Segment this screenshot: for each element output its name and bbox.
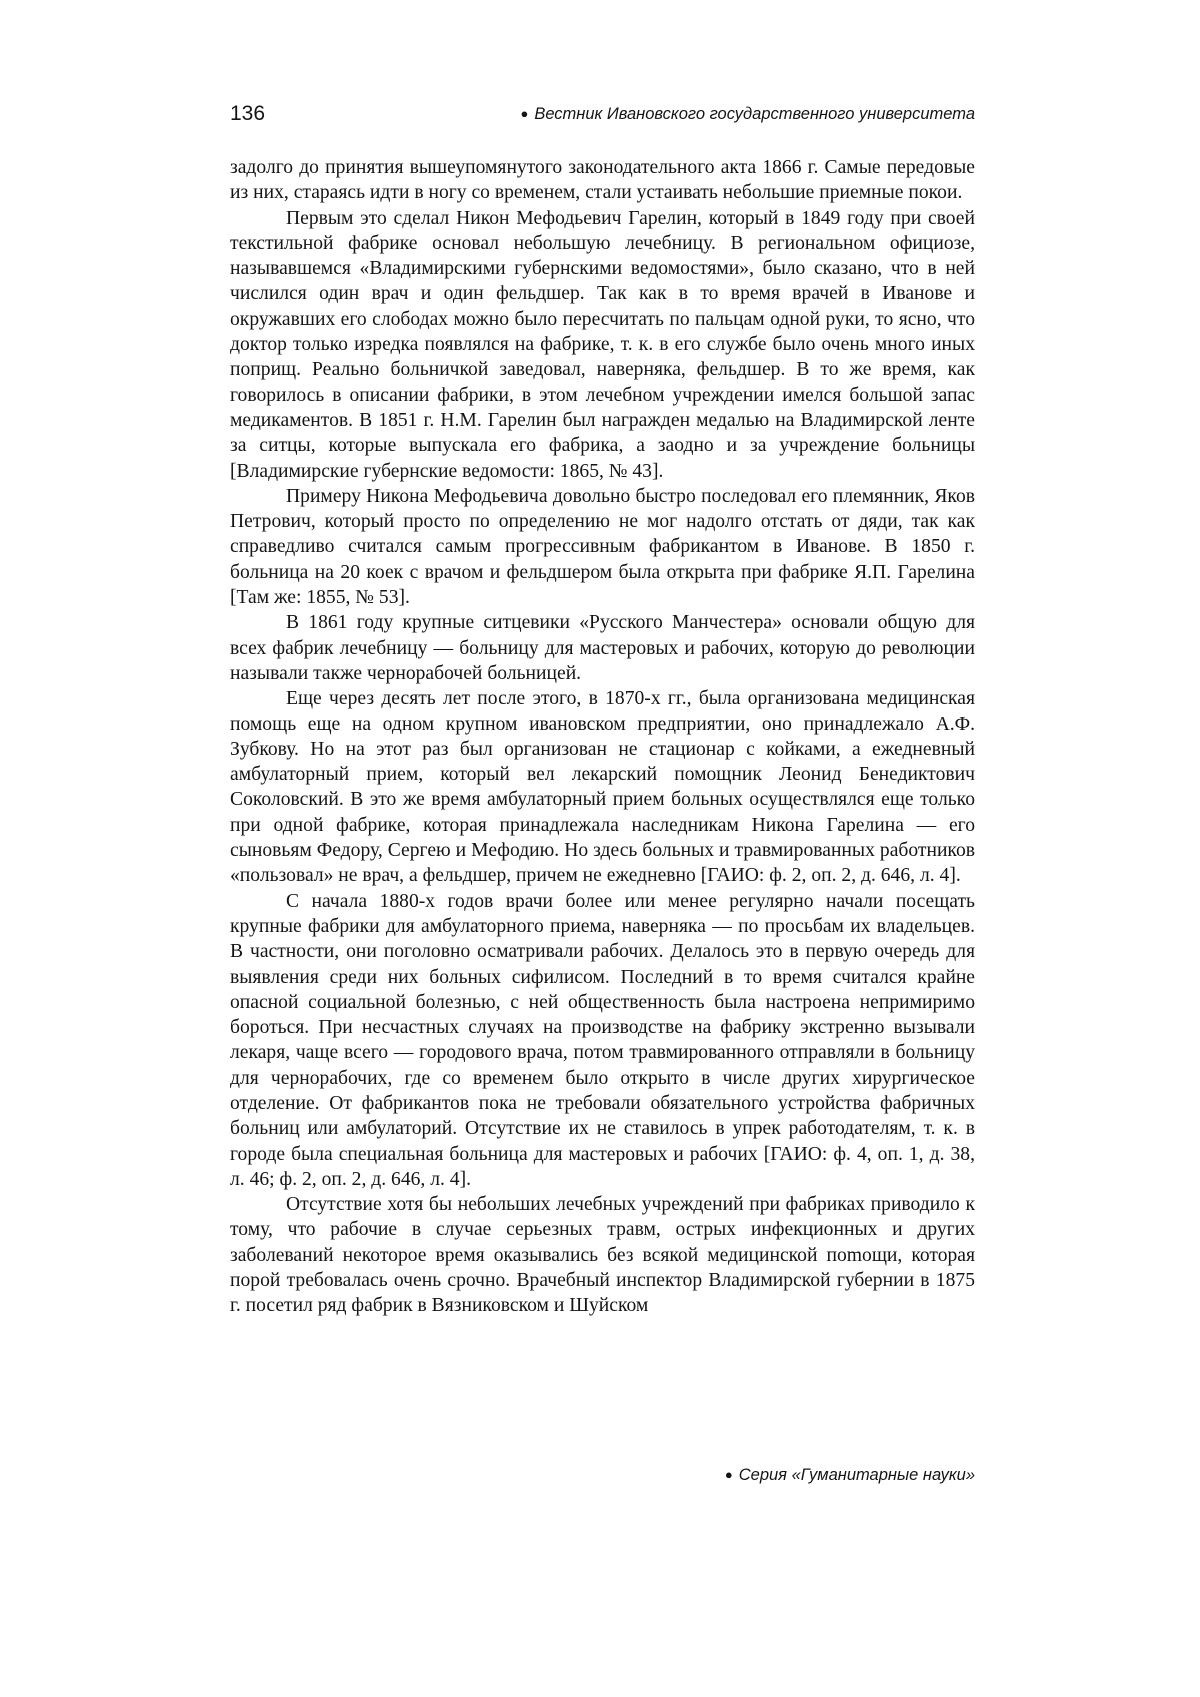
paragraph: Примеру Никона Мефодьевича довольно быстро последовал его племян­ник, Яков Петрович, который просто по определению не мог надолго отстать от дяди, так как справедливо считался самым прогрессивным фабрикантом в Иванове. В 1850 г. больница на 20 коек с врачом и фельдшером была открыта при фабрике Я.П. Гарелина [Там же: 1855, № 53]. (230, 484, 975, 610)
page-footer (230, 1464, 975, 1490)
journal-title-text: Вестник Ивановского государственного университета (534, 105, 975, 123)
paragraph: Отсутствие хотя бы небольших лечебных учреждений при фабриках при­водило к тому, что рабочие в случае серьезных травм, острых инфекционных и других заболеваний некоторое время оказывались без всякой медицинской по­mощи, которая порой требовалась очень срочно. Врачебный инспектор Влади­мирской губернии в 1875 г. посетил ряд фабрик в Вязниковском и Шуйском (230, 1192, 975, 1318)
paragraph: С начала 1880-х годов врачи более или менее регулярно начали посещать крупные фабрики для амбулаторного приема, наверняка — по просьбам их владельцев. В частности, они поголовно осматривали рабочих. Делалось это в первую очередь для выявления среди них больных сифилисом. Последний в то время считался крайне опасной социальной болезнью, с ней общественность была настроена непримиримо бороться. При несчастных случаях на производ­стве на фабрику экстренно вызывали лекаря, чаще всего — городового врача, потом травмированного отправляли в больницу для чернорабочих, где со време­нем было открыто в числе других хирургическое отделение. От фабрикантов пока не требовали обязательного устройства фабричных больниц или амбулато­рий. Отсутствие их не ставилось в упрек работодателям, т. к. в городе была спе­циальная больница для мастеровых и рабочих [ГАИО: ф. 4, оп. 1, д. 38, л. 46; ф. 2, оп. 2, д. 646, л. 4]. (230, 889, 975, 1193)
series-title: Серия «Гуманитарные науки» (739, 1466, 975, 1484)
paragraph: Еще через десять лет после этого, в 1870-х гг., была организована меди­цинская помощь еще на одном крупном ивановском предприятии, оно принад­лежало А.Ф. Зубкову. Но на этот раз был организован не стационар с койками, а ежедневный амбулаторный прием, который вел лекарский помощник Леонид Бенедиктович Соколовский. В это же время амбулаторный прием больных осу­ществлялся еще только при одной фабрике, которая принадлежала наследникам Никона Гарелина — его сыновьям Федору, Сергею и Мефодию. Но здесь боль­ных и травмированных работников «пользовал» не врач, а фельдшер, причем не ежедневно [ГАИО: ф. 2, оп. 2, д. 646, л. 4]. (230, 686, 975, 888)
journal-title (520, 103, 975, 126)
page-number: 136 (230, 100, 265, 128)
paragraph: Первым это сделал Никон Мефодьевич Гарелин, который в 1849 году при своей текстильной фабрике основал небольшую лечебницу. В региональном официозе, называвшемся «Владимирскими губернскими ведомостями», было сказано, что в ней числился один врач и один фельдшер. Так как в то время вра­чей в Иванове и окружавших его слободах можно было пересчитать по пальцам одной руки, то ясно, что доктор только изредка появлялся на фабрике, т. к. в его службе было очень много иных поприщ. Реально больничкой заведовал, навер­няка, фельдшер. В то же время, как говорилось в описании фабрики, в этом ле­чебном учреждении имелся большой запас медикаментов. В 1851 г. Н.М. Гаре­лин был награжден медалью на Владимирской ленте за ситцы, которые выпускала его фабрика, а заодно и за учреждение больницы [Владимирские гу­бернские ведомости: 1865, № 43]. (230, 206, 975, 484)
bullet-icon: ● (725, 1467, 733, 1482)
paragraph: задолго до принятия вышеупомянутого законодательного акта 1866 г. Самые передовые из них, стараясь идти в ногу со временем, стали устаивать неболь­шие приемные покои. (230, 155, 975, 206)
article-body (230, 155, 975, 1319)
bullet-icon: ● (520, 106, 528, 121)
page-header (230, 100, 975, 132)
paragraph: В 1861 году крупные ситцевики «Русского Манчестера» основали общую для всех фабрик лечебницу — больницу для мастеровых и рабочих, которую до революции называли также чернорабочей больницей. (230, 610, 975, 686)
